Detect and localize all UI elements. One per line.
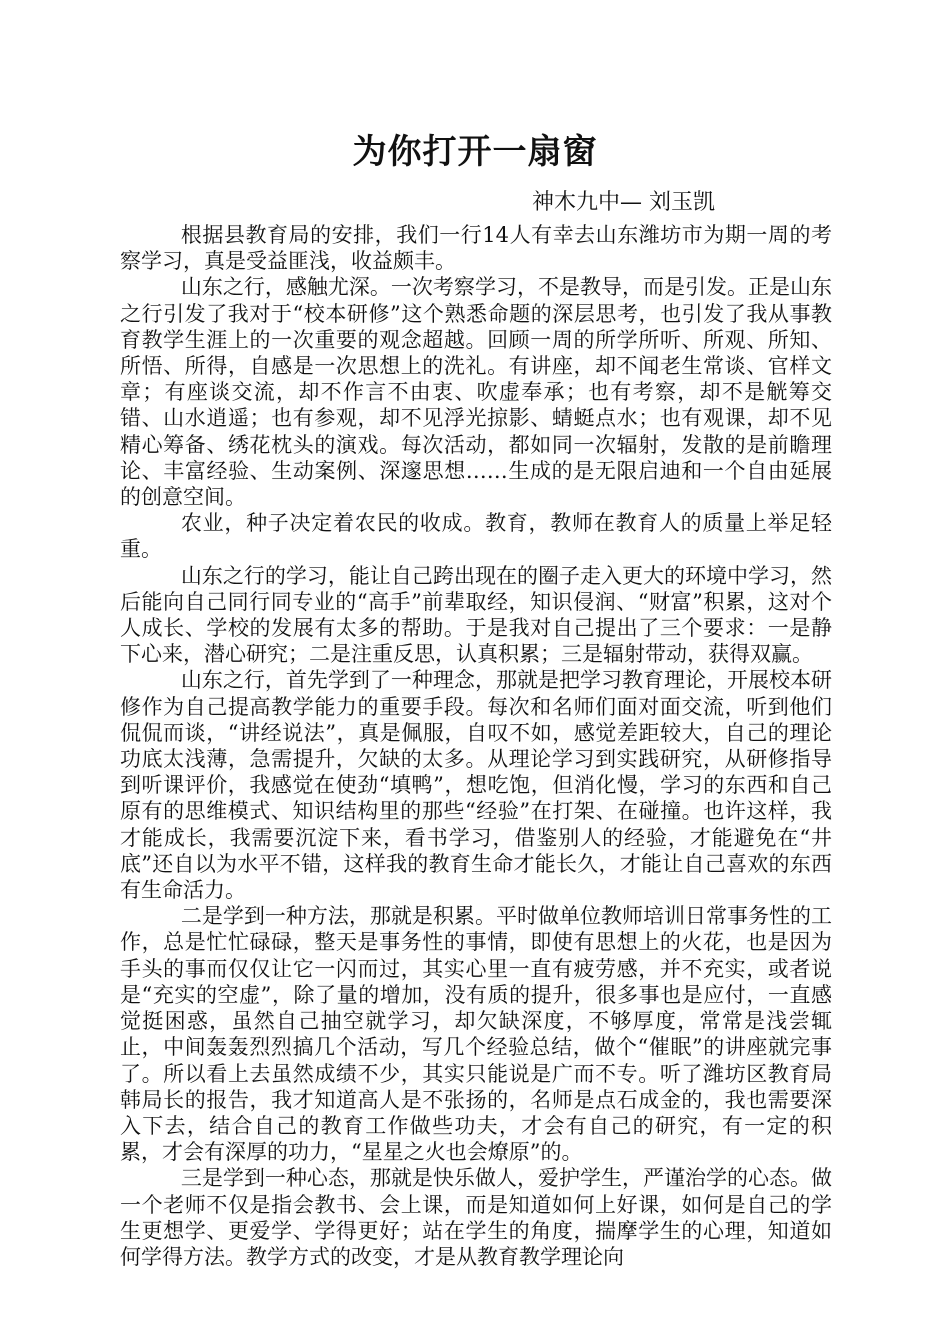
paragraph: 山东之行，感触尤深。一次考察学习，不是教导，而是引发。正是山东之行引发了我对于“校本研修”这个熟悉命题的深层思考，也引发了我从事教育教学生涯上的一次重要的观念超越。回顾一周的所学所听、所观、所知、所悟、所得，自感是一次思想上的洗礼。有讲座，却不闻老生常谈、官样文章；有座谈交流，却不作言不由衷、吹虚奉承；也有考察，却不是觥筹交错、山水逍遥；也有参观，却不见浮光掠影、蜻蜓点水；也有观课，却不见精心筹备、绣花枕头的演戏。每次活动，都如同一次辐射，发散的是前瞻理论、丰富经验、生动案例、深邃思想……生成的是无限启迪和一个自由延展的创意空间。 bbox=[120, 275, 832, 510]
paragraph: 农业，种子决定着农民的收成。教育，教师在教育人的质量上举足轻重。 bbox=[120, 511, 832, 562]
paragraph: 山东之行的学习，能让自己跨出现在的圈子走入更大的环境中学习，然后能向自己同行同专业的“高手”前辈取经，知识侵润、“财富”积累，这对个人成长、学校的发展有太多的帮助。于是我对自己提出了三个要求：一是静下心来，潜心研究；二是注重反思，认真积累；三是辐射带动，获得双赢。 bbox=[120, 563, 832, 667]
author-line: 神木九中— 刘玉凯 bbox=[532, 190, 715, 215]
paragraph: 二是学到一种方法，那就是积累。平时做单位教师培训日常事务性的工作，总是忙忙碌碌，整天是事务性的事情，即使有思想上的火花，也是因为手头的事而仅仅让它一闪而过，其实心里一直有疲劳感，并不充实，或者说是“充实的空虚”，除了量的增加，没有质的提升，很多事也是应付，一直感觉挺困惑，虽然自己抽空就学习，却欠缺深度，不够厚度，常常是浅尝辄止，中间轰轰烈烈搞几个活动，写几个经验总结，做个“催眠”的讲座就完事了。所以看上去虽然成绩不少，其实只能说是广而不专。听了潍坊区教育局韩局长的报告，我才知道高人是不张扬的，名师是点石成金的，我也需要深入下去，结合自己的教育工作做些功夫，才会有自己的研究，有一定的积累，才会有深厚的功力，“星星之火也会燎原”的。 bbox=[120, 904, 832, 1165]
paragraph: 山东之行，首先学到了一种理念，那就是把学习教育理论，开展校本研修作为自己提高教学能力的重要手段。每次和名师们面对面交流，听到他们侃侃而谈，“讲经说法”，真是佩服，自叹不如，感觉差距较大，自己的理论功底太浅薄，急需提升，欠缺的太多。从理论学习到实践研究，从研修指导到听课评价，我感觉在使劲“填鸭”，想吃饱，但消化慢，学习的东西和自己原有的思维模式、知识结构里的那些“经验”在打架、在碰撞。也许这样，我才能成长，我需要沉淀下来，看书学习，借鉴别人的经验，才能避免在“井底”还自以为水平不错，这样我的教育生命才能长久，才能让自己喜欢的东西有生命活力。 bbox=[120, 668, 832, 903]
paragraph: 三是学到一种心态，那就是快乐做人，爱护学生，严谨治学的心态。做一个老师不仅是指会教书、会上课，而是知道如何上好课，如何是自己的学生更想学、更爱学、学得更好；站在学生的角度，揣摩学生的心理，知道如何学得方法。教学方式的改变，才是从教育教学理论向 bbox=[120, 1166, 832, 1269]
document-body bbox=[120, 222, 832, 1270]
paragraph: 根据县教育局的安排，我们一行14人有幸去山东潍坊市为期一周的考察学习，真是受益匪浅，收益颇丰。 bbox=[120, 223, 832, 274]
document-title: 为你打开一扇窗 bbox=[352, 132, 598, 172]
